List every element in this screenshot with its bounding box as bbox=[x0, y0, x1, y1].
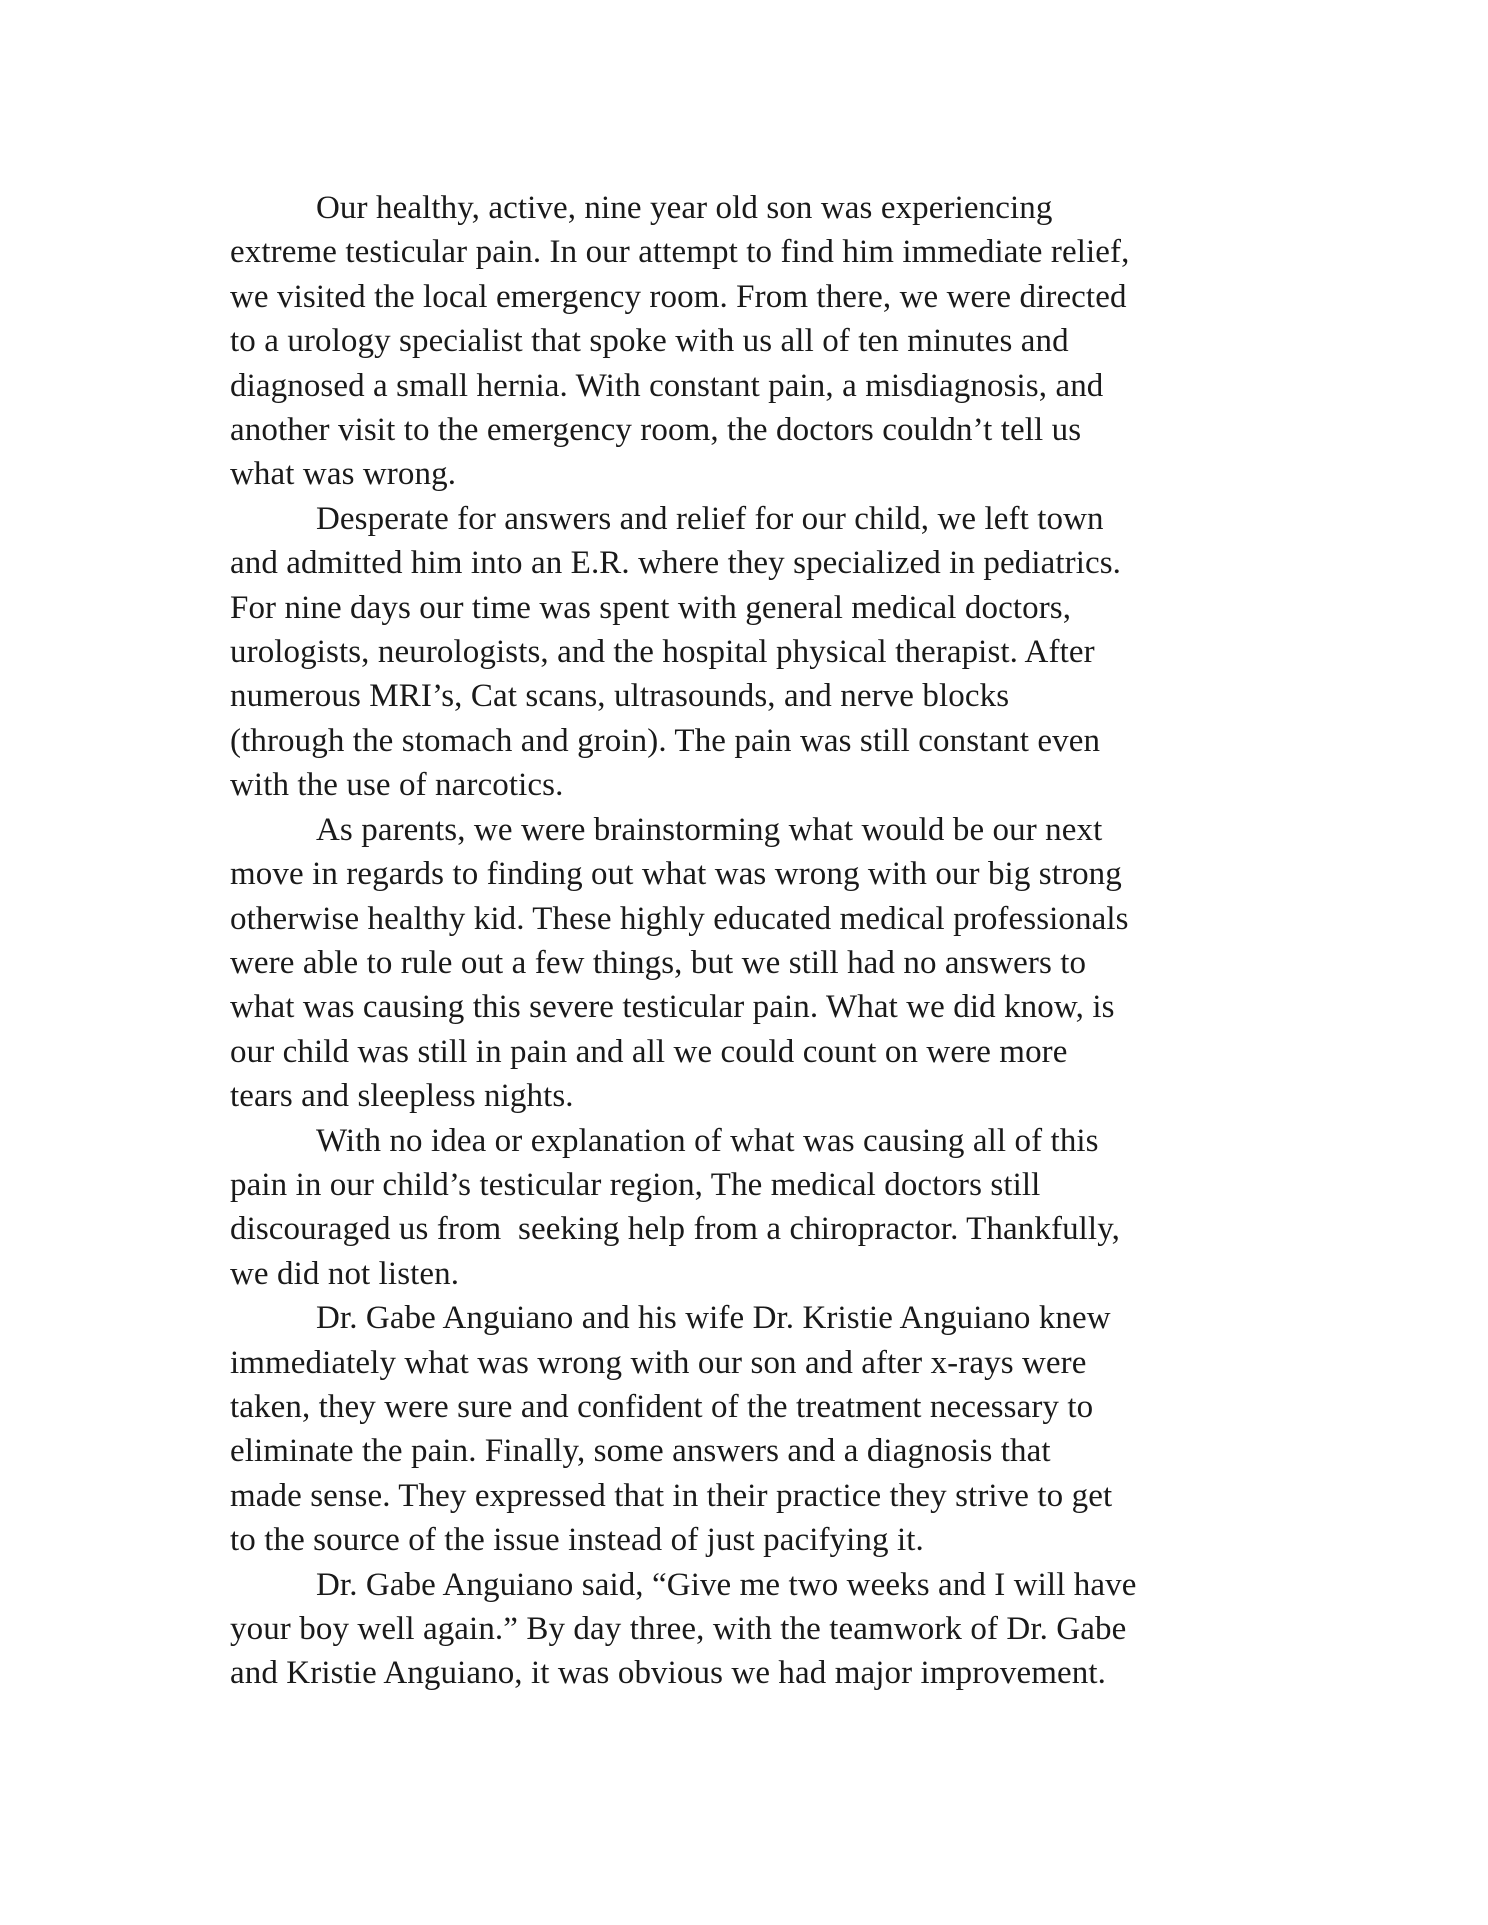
text-line: and admitted him into an E.R. where they specialized in pediatrics. bbox=[230, 545, 1122, 582]
paragraph-diagnosis bbox=[230, 1296, 1290, 1562]
text-line: Dr. Gabe Anguiano said, “Give me two weeks and I will have bbox=[316, 1566, 1137, 1603]
text-line: extreme testicular pain. In our attempt to find him immediate relief, bbox=[230, 234, 1130, 271]
text-line: and Kristie Anguiano, it was obvious we had major improvement. bbox=[230, 1655, 1106, 1692]
text-line: we visited the local emergency room. From there, we were directed bbox=[230, 278, 1127, 315]
text-line: immediately what was wrong with our son and after x-rays were bbox=[230, 1344, 1087, 1381]
text-line: Dr. Gabe Anguiano and his wife Dr. Kristie Anguiano knew bbox=[316, 1300, 1111, 1337]
text-line: we did not listen. bbox=[230, 1255, 460, 1292]
text-line: eliminate the pain. Finally, some answers and a diagnosis that bbox=[230, 1433, 1051, 1470]
text-line: to a urology specialist that spoke with us all of ten minutes and bbox=[230, 323, 1069, 360]
text-line: our child was still in pain and all we could count on were more bbox=[230, 1033, 1068, 1070]
text-line: numerous MRI’s, Cat scans, ultrasounds, and nerve blocks bbox=[230, 678, 1010, 715]
text-line: with the use of narcotics. bbox=[230, 767, 564, 804]
text-line: were able to rule out a few things, but we still had no answers to bbox=[230, 944, 1087, 981]
text-line: With no idea or explanation of what was causing all of this bbox=[316, 1122, 1099, 1159]
text-line: pain in our child’s testicular region, The medical doctors still bbox=[230, 1166, 1041, 1203]
text-line: (through the stomach and groin). The pain was still constant even bbox=[230, 722, 1101, 759]
text-line: diagnosed a small hernia. With constant pain, a misdiagnosis, and bbox=[230, 367, 1104, 404]
text-line: As parents, we were brainstorming what would be our next bbox=[316, 811, 1103, 848]
paragraph-chiropractor bbox=[230, 1119, 1290, 1297]
testimonial-letter-body bbox=[230, 186, 1290, 1696]
text-line: discouraged us from seeking help from a chiropractor. Thankfully, bbox=[230, 1211, 1121, 1248]
text-line: what was causing this severe testicular pain. What we did know, is bbox=[230, 989, 1115, 1026]
text-line: to the source of the issue instead of just pacifying it. bbox=[230, 1522, 924, 1559]
paragraph-er-visit bbox=[230, 186, 1290, 497]
paragraph-pediatric-hospital bbox=[230, 497, 1290, 808]
text-line: your boy well again.” By day three, with the teamwork of Dr. Gabe bbox=[230, 1611, 1127, 1647]
paragraph-improvement bbox=[230, 1563, 1290, 1696]
text-line: Desperate for answers and relief for our child, we left town bbox=[316, 500, 1104, 537]
text-line: another visit to the emergency room, the doctors couldn’t tell us bbox=[230, 412, 1082, 449]
paragraph-brainstorming bbox=[230, 808, 1290, 1119]
text-line: made sense. They expressed that in their practice they strive to get bbox=[230, 1477, 1113, 1514]
text-line: taken, they were sure and confident of the treatment necessary to bbox=[230, 1388, 1094, 1425]
text-line: For nine days our time was spent with general medical doctors, bbox=[230, 589, 1072, 626]
text-line: urologists, neurologists, and the hospital physical therapist. After bbox=[230, 634, 1095, 671]
text-line: tears and sleepless nights. bbox=[230, 1078, 574, 1115]
text-line: what was wrong. bbox=[230, 456, 457, 493]
text-line: Our healthy, active, nine year old son was experiencing bbox=[316, 190, 1053, 226]
text-line: otherwise healthy kid. These highly educated medical professionals bbox=[230, 900, 1129, 937]
text-line: move in regards to finding out what was wrong with our big strong bbox=[230, 856, 1122, 893]
